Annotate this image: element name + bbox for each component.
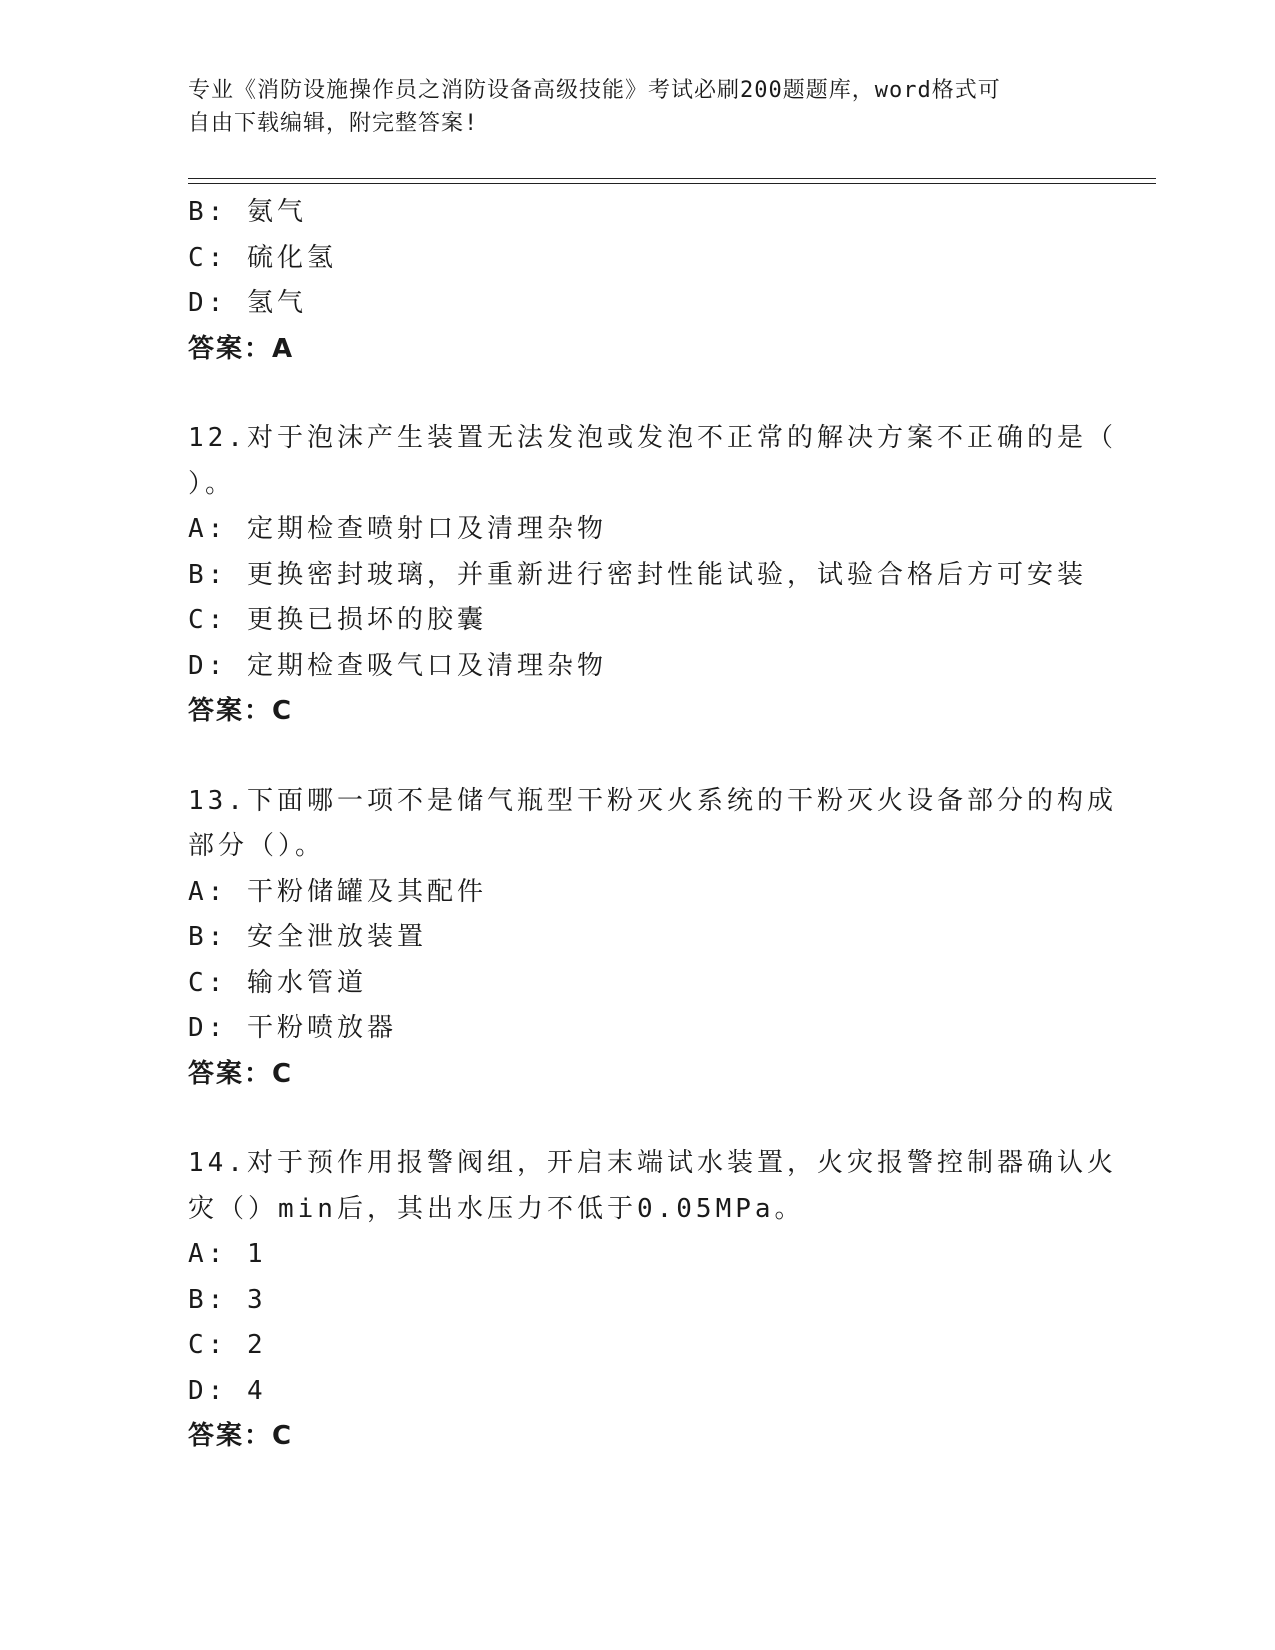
question-13 xyxy=(188,779,1117,1098)
question-14 xyxy=(188,1141,1117,1460)
option-c: C: 输水管道 xyxy=(188,967,367,998)
question-11 xyxy=(188,190,1088,372)
header-divider xyxy=(188,178,1156,184)
option-a: A: 定期检查喷射口及清理杂物 xyxy=(188,514,607,544)
option-a: A: 1 xyxy=(188,1239,267,1269)
option-c: C: 硫化氢 xyxy=(188,242,337,273)
question-stem-line-2: ）。 xyxy=(188,468,236,499)
question-list xyxy=(188,190,1117,1460)
option-b: B: 安全泄放装置 xyxy=(188,922,427,952)
spacer xyxy=(188,1097,1088,1141)
spacer xyxy=(188,372,1088,416)
spacer xyxy=(188,735,1088,779)
question-12 xyxy=(188,416,1117,735)
option-d: D: 氢气 xyxy=(188,288,307,318)
header-line-1: 专业《消防设施操作员之消防设备高级技能》考试必刷200题题库，word格式可 xyxy=(188,78,1001,103)
header-line-2: 自由下载编辑，附完整答案! xyxy=(188,111,479,136)
answer: 答案：C xyxy=(188,1058,294,1089)
option-d: D: 干粉喷放器 xyxy=(188,1013,397,1043)
answer: 答案：C xyxy=(188,1421,294,1451)
answer: 答案：A xyxy=(188,333,295,364)
option-d: D: 4 xyxy=(188,1375,267,1406)
option-c: C: 2 xyxy=(188,1330,267,1360)
option-c: C: 更换已损坏的胶囊 xyxy=(188,605,487,635)
document-header xyxy=(188,74,1068,140)
option-a: A: 干粉储罐及其配件 xyxy=(188,876,487,907)
question-stem-line-1: 13.下面哪一项不是储气瓶型干粉灭火系统的干粉灭火设备部分的构成 xyxy=(188,785,1117,816)
question-stem-line-1: 14.对于预作用报警阀组，开启末端试水装置，火灾报警控制器确认火 xyxy=(188,1148,1117,1178)
question-stem-line-1: 12.对于泡沫产生装置无法发泡或发泡不正常的解决方案不正确的是（ xyxy=(188,423,1117,453)
answer: 答案：C xyxy=(188,696,294,726)
question-stem-line-2: 部分（）。 xyxy=(188,831,326,861)
option-b: B: 氨气 xyxy=(188,197,307,227)
option-b: B: 3 xyxy=(188,1284,267,1315)
question-stem-line-2: 灾（）min后，其出水压力不低于0.05MPa。 xyxy=(188,1193,805,1224)
option-d: D: 定期检查吸气口及清理杂物 xyxy=(188,650,607,681)
option-b: B: 更换密封玻璃，并重新进行密封性能试验，试验合格后方可安装 xyxy=(188,559,1087,590)
